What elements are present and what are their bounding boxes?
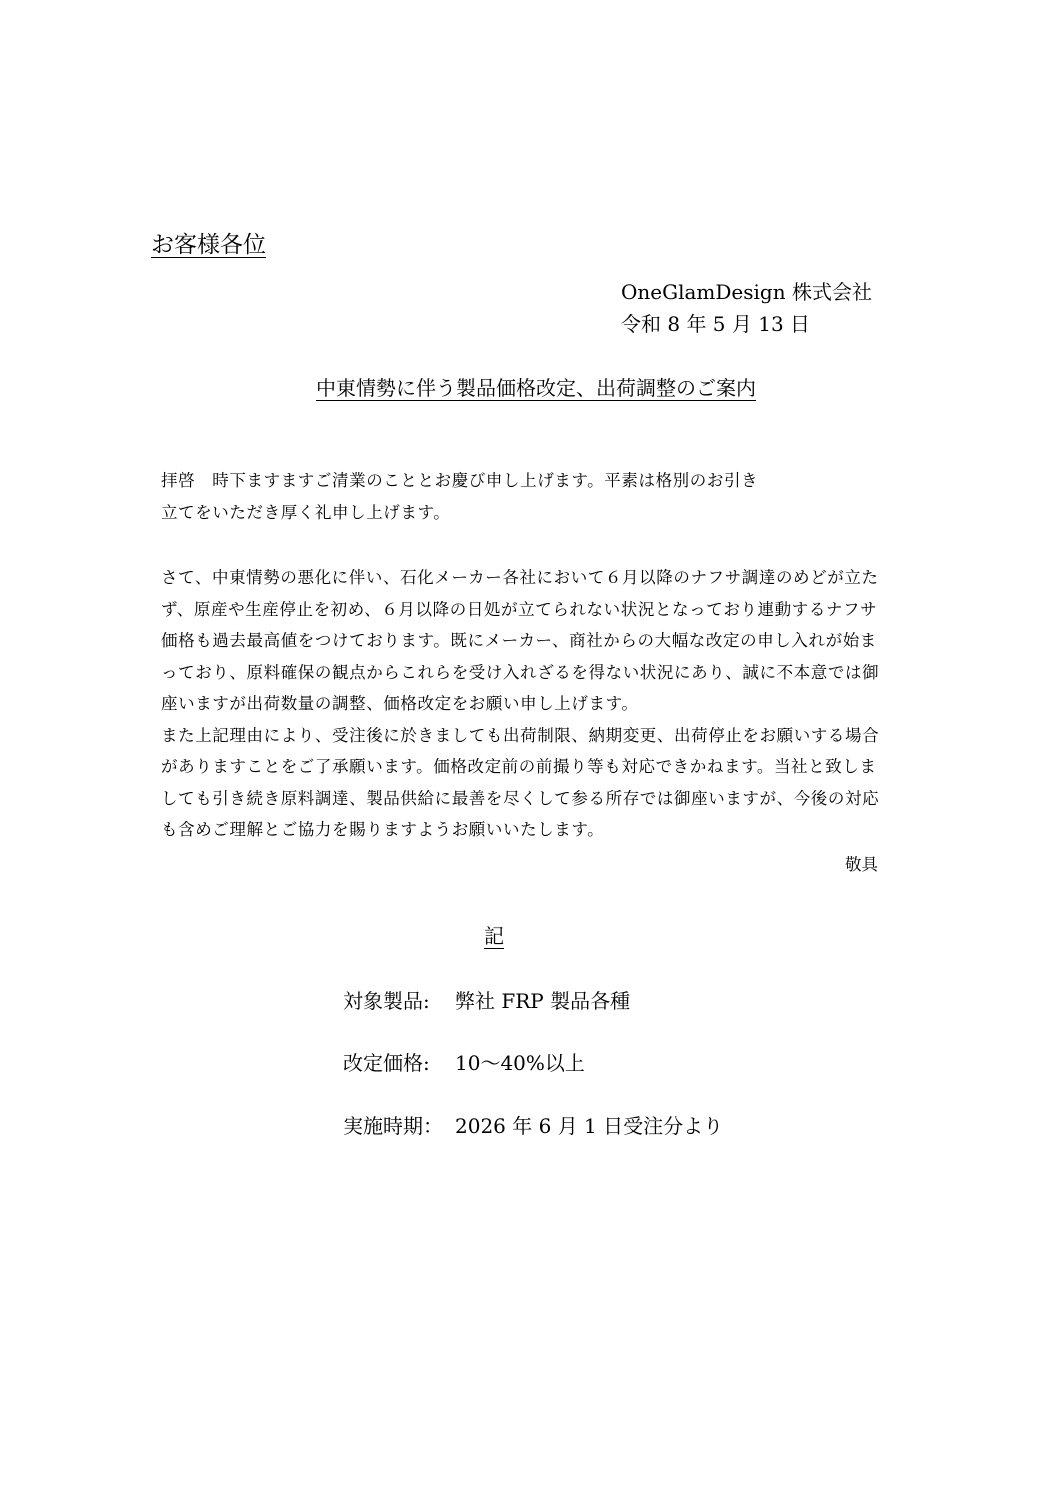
- greeting-paragraph: [161, 465, 758, 528]
- letter-subject: 中東情勢に伴う製品価格改定、出荷調整のご案内: [316, 376, 756, 400]
- text-line: 立てをいただき厚く礼申し上げます。: [161, 502, 451, 522]
- text-line: さて、中東情勢の悪化に伴い、石化メーカー各社において６月以降のナフサ調達のめどが立た: [161, 568, 879, 587]
- detail-value: 2026 年 6 月 1 日受注分より: [455, 1114, 724, 1138]
- ki-heading: 記: [484, 924, 504, 948]
- addressee: お客様各位: [151, 232, 266, 258]
- closing-word: 敬具: [845, 855, 878, 874]
- detail-label: 実施時期：: [343, 1114, 443, 1138]
- detail-label: 改定価格:: [343, 1051, 430, 1075]
- detail-target-products: [343, 985, 630, 1014]
- text-line: も含めご理解とご協力を賜りますようお願いいたします。: [161, 820, 605, 839]
- sender-block: [621, 276, 872, 340]
- letter-date: 令和 8 年 5 月 13 日: [621, 312, 811, 336]
- company-name: OneGlamDesign 株式会社: [621, 280, 872, 304]
- text-line: っており、原料確保の観点からこれらを受け入れざるを得ない状況にあり、誠に不本意では御: [161, 662, 880, 682]
- text-line: ず、原産や生産停止を初め、６月以降の日処が立てられない状況となっており連動するナフサ: [161, 599, 878, 619]
- detail-price-revision: [343, 1047, 585, 1076]
- detail-effective-date: [343, 1110, 723, 1139]
- detail-value: 10～40%以上: [455, 1051, 585, 1075]
- text-line: がありますことをご了承願います。価格改定前の前撮り等も対応できかねます。当社と致しま: [161, 757, 877, 776]
- body-paragraph: [161, 562, 879, 846]
- text-line: また上記理由により、受注後に於きましても出荷制限、納期変更、出荷停止をお願いする場合: [161, 725, 880, 745]
- detail-label: 対象製品:: [343, 989, 430, 1013]
- detail-value: 弊社 FRP 製品各種: [455, 989, 631, 1013]
- text-line: しても引き続き原料調達、製品供給に最善を尽くして参る所存では御座いますが、今後の対応: [161, 788, 880, 808]
- text-line: 価格も過去最高値をつけております。既にメーカー、商社からの大幅な改定の申し入れが始ま: [161, 631, 877, 650]
- text-line: 拝啓 時下ますますご清業のこととお慶び申し上げます。平素は格別のお引き: [161, 471, 759, 490]
- text-line: 座いますが出荷数量の調整、価格改定をお願い申し上げます。: [161, 694, 639, 713]
